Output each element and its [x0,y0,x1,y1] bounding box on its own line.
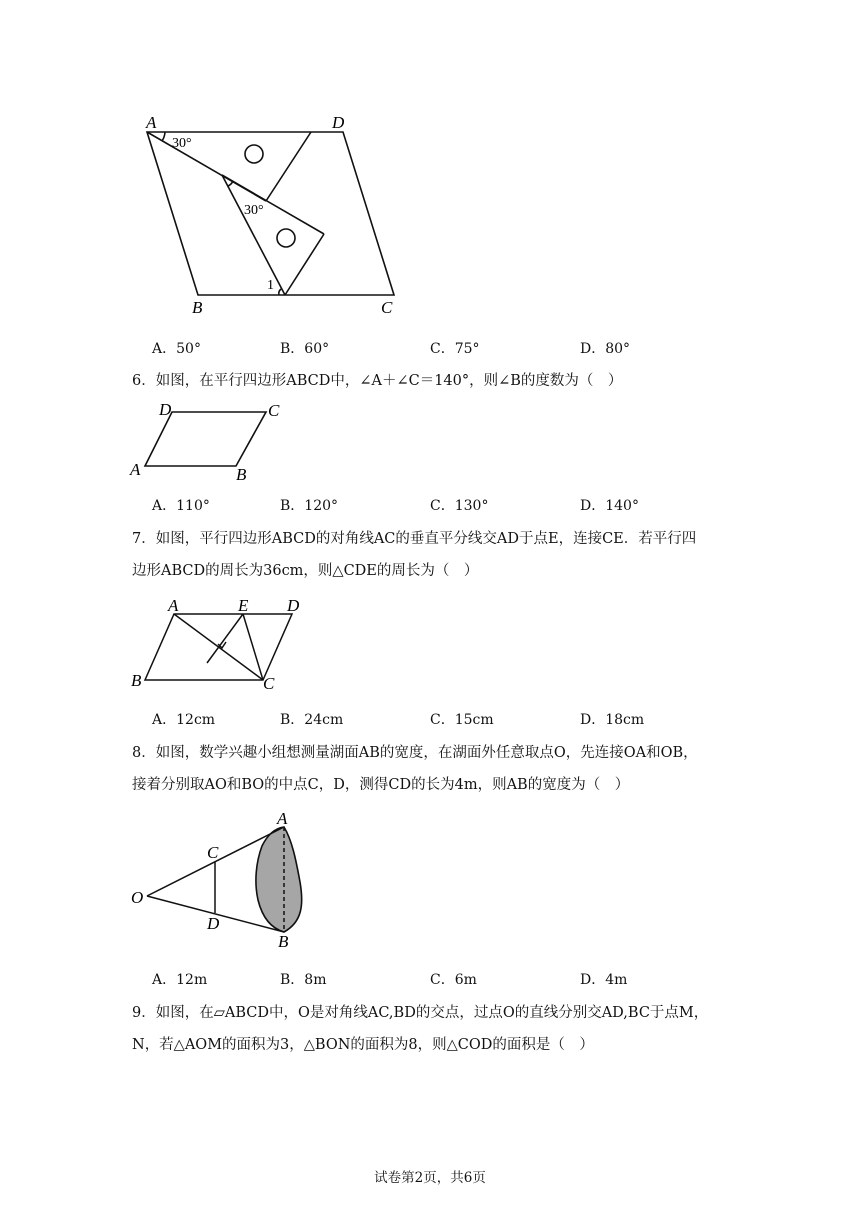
q7-option-d: D．18cm [580,712,645,728]
q6-option-b: B．120° [280,498,339,514]
q8-label-b: B [278,932,289,951]
q5-label-c: C [381,298,393,317]
q8-label-d: D [207,914,220,933]
q5-angle-top: 30° [172,136,192,151]
q8-label-o: O [131,888,144,907]
q6-label-d: D [159,400,172,419]
q6-option-c: C．130° [430,498,489,514]
q7-label-b: B [131,671,142,690]
q5-option-d: D．80° [580,341,631,357]
q8-label-c: C [207,843,219,862]
q8-option-b: B．8m [280,972,327,988]
q5-label-b: B [192,298,203,317]
q7-question-line2: 边形ABCD的周长为36cm，则△CDE的周长为（ ） [132,563,479,579]
q6-label-b: B [236,465,247,484]
q7-label-c: C [263,674,275,693]
q6-question: 6．如图，在平行四边形ABCD中，∠A＋∠C＝140°，则∠B的度数为（ ） [132,373,623,389]
q5-angle-1: 1 [267,278,274,293]
q8-label-a: A [277,809,288,828]
q5-label-a: A [146,113,157,132]
q7-option-c: C．15cm [430,712,494,728]
q5-option-b: B．60° [280,341,330,357]
q7-label-e: E [238,596,249,615]
q8-figure [126,806,316,954]
q8-option-a: A．12m [152,972,208,988]
q6-label-a: A [130,460,141,479]
q5-angle-mid: 30° [244,203,264,218]
q5-option-a: A．50° [152,341,201,357]
q9-question-line1: 9．如图，在▱ABCD中，O是对角线AC,BD的交点，过点O的直线分别交AD,BC于点M， [132,1005,709,1021]
q5-figure [130,108,420,320]
q8-option-d: D．4m [580,972,628,988]
q5-option-c: C．75° [430,341,480,357]
q7-label-d: D [287,596,300,615]
page-footer: 试卷第2页，共6页 [374,1170,486,1186]
q9-question-line2: N，若△AOM的面积为3，△BON的面积为8，则△COD的面积是（ ） [132,1037,594,1053]
q7-figure [126,594,316,694]
q6-option-a: A．110° [152,498,210,514]
q6-option-d: D．140° [580,498,639,514]
q8-lake [256,827,302,932]
q7-question-line1: 7．如图，平行四边形ABCD的对角线AC的垂直平分线交AD于点E，连接CE．若平行四 [132,531,697,547]
q8-option-c: C．6m [430,972,477,988]
q8-question-line1: 8．如图，数学兴趣小组想测量湖面AB的宽度，在湖面外任意取点O，先连接OA和OB， [132,745,698,761]
q6-figure [126,398,286,484]
q7-option-b: B．24cm [280,712,344,728]
q7-label-a: A [168,596,179,615]
q7-option-a: A．12cm [152,712,216,728]
q6-label-c: C [268,401,280,420]
q5-label-d: D [332,113,345,132]
q8-question-line2: 接着分别取AO和BO的中点C，D，测得CD的长为4m，则AB的宽度为（ ） [132,777,630,793]
